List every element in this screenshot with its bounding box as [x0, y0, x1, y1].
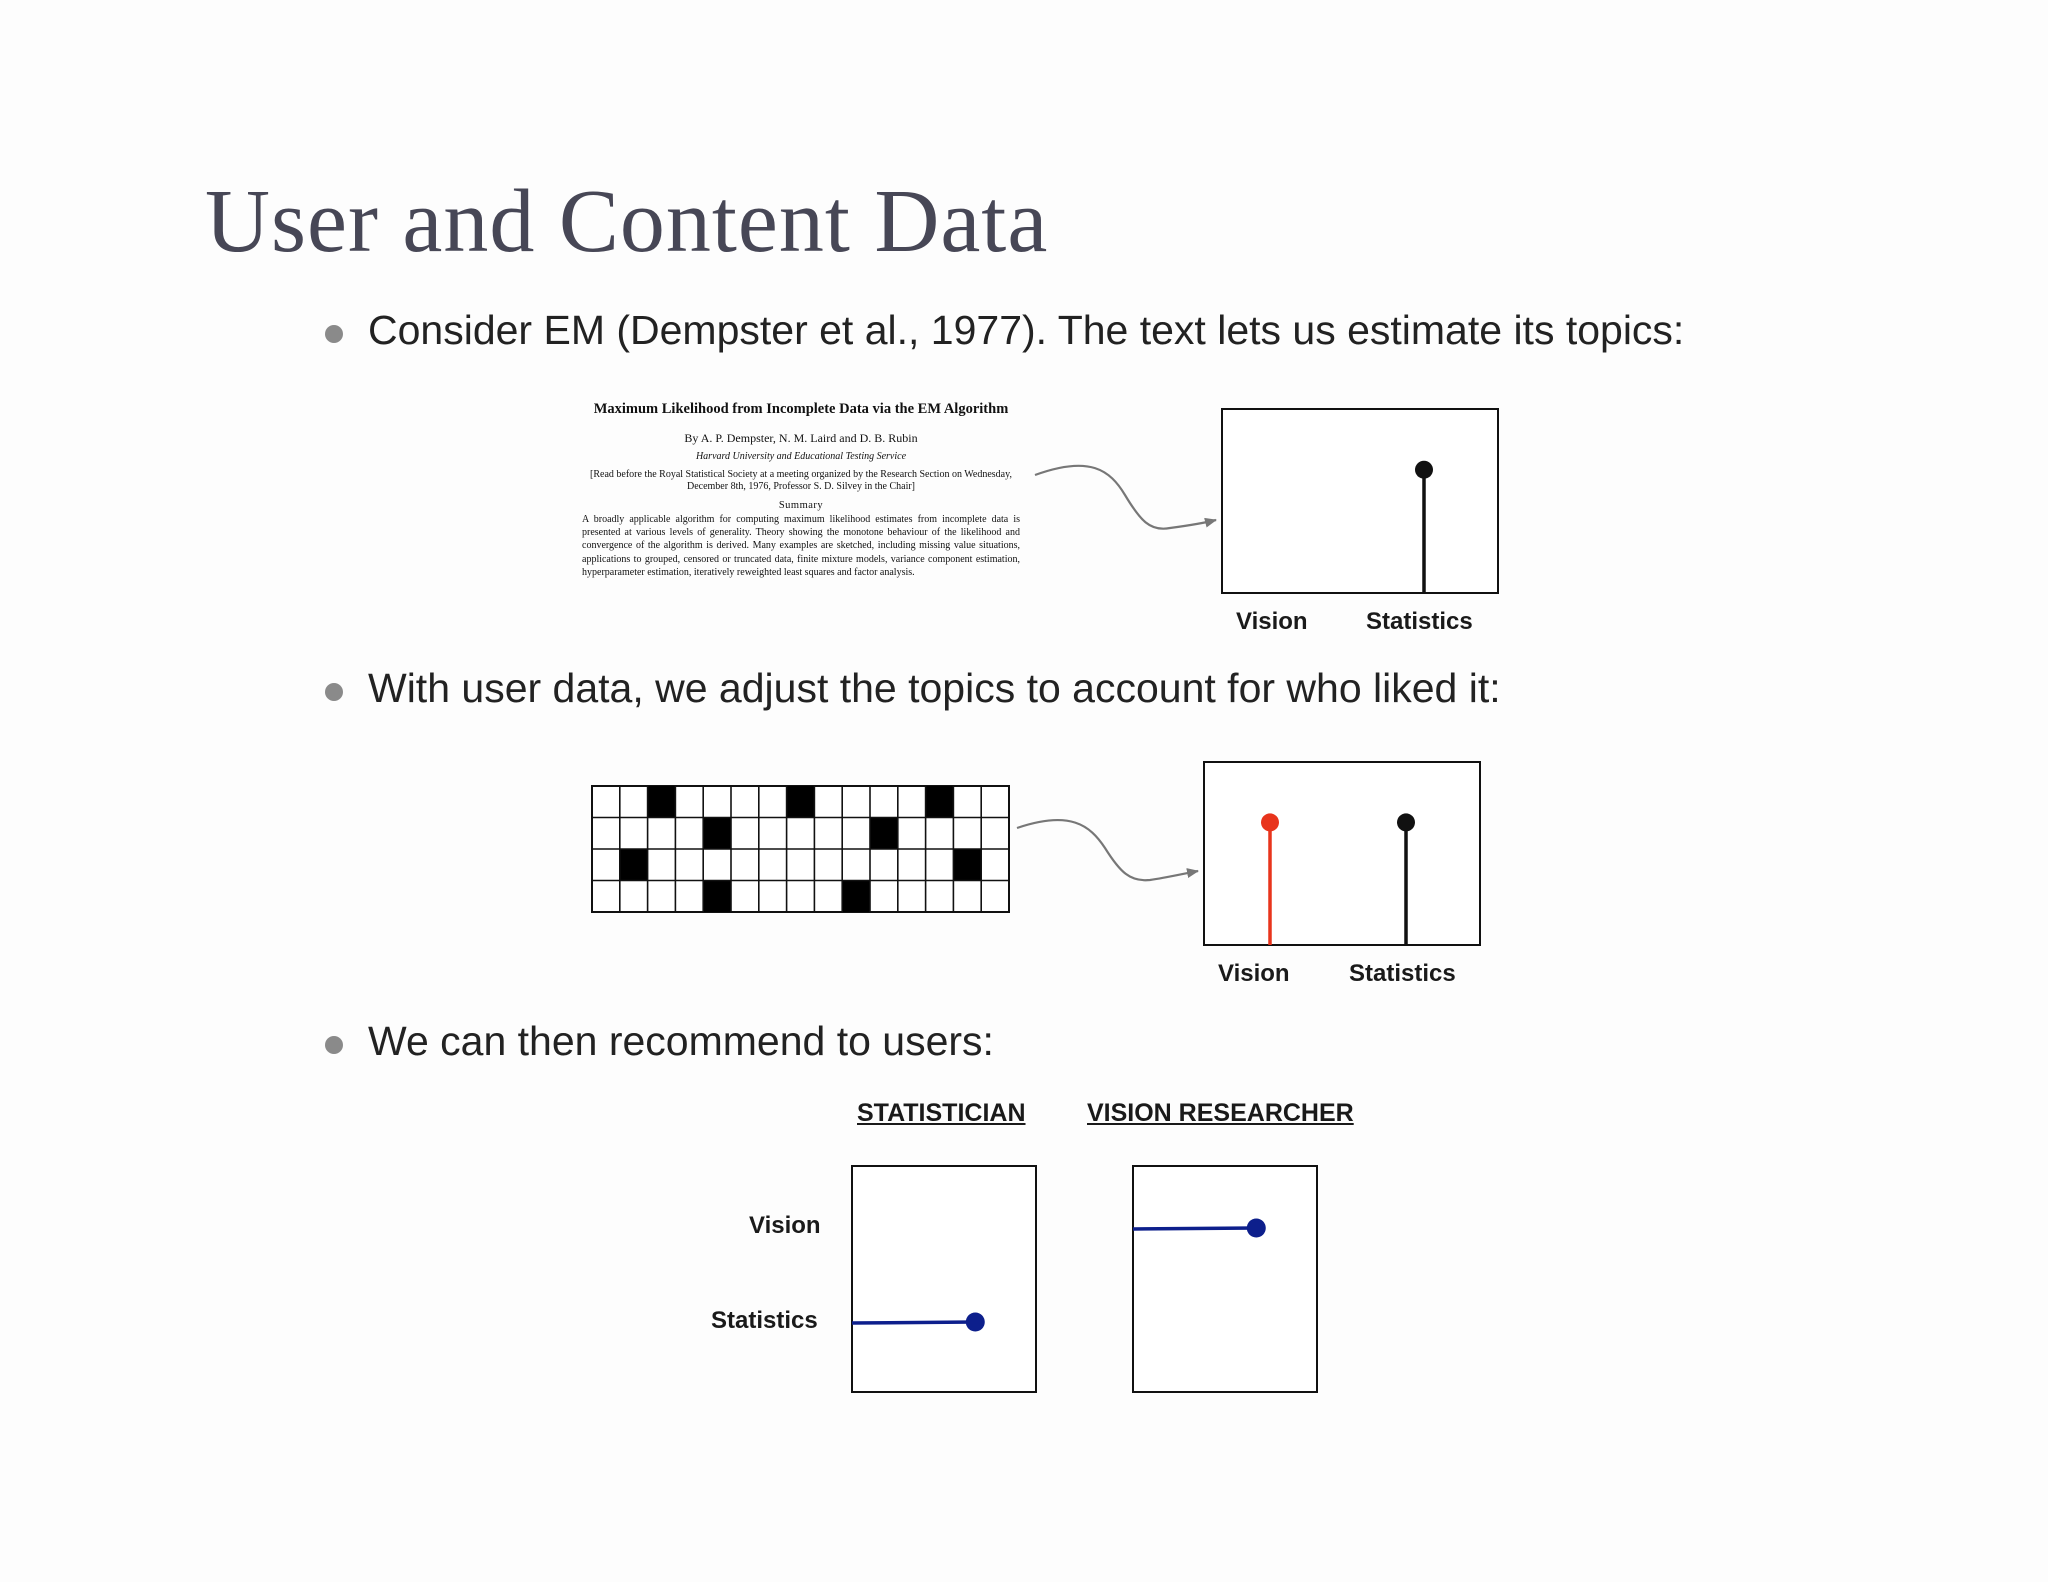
user-chart-frame — [1133, 1166, 1317, 1392]
chart-frame — [1222, 409, 1498, 593]
matrix-cell-filled — [926, 786, 954, 818]
chart-frame — [1204, 762, 1480, 945]
user-item-matrix — [592, 786, 1009, 912]
topic-point — [1261, 813, 1279, 831]
user-chart-frame — [852, 1166, 1036, 1392]
topic-label-vision: Vision — [1218, 960, 1290, 987]
topic-label-vision: Vision — [1236, 608, 1308, 635]
user-row-label-vision: Vision — [749, 1212, 821, 1239]
user-pref-point — [966, 1313, 985, 1332]
matrix-cell-filled — [953, 849, 981, 881]
user-pref-point — [1247, 1219, 1266, 1238]
matrix-cell-filled — [648, 786, 676, 818]
bullet-text-1: Consider EM (Dempster et al., 1977). The text lets us estimate its topics: — [368, 307, 1685, 353]
paper-read-note: [Read before the Royal Statistical Society at a meeting organized by the Research Section on Wednesday, December 8th, 1976, Professor S. D. Silvey in the Chair] — [590, 469, 1012, 492]
matrix-cell-filled — [620, 849, 648, 881]
paper-title: Maximum Likelihood from Incomplete Data via the EM Algorithm — [593, 401, 1009, 417]
user-row-label-statistics: Statistics — [711, 1307, 818, 1334]
arrow-text-to-topics — [1035, 466, 1216, 529]
bullet-text-2: With user data, we adjust the topics to account for who liked it: — [368, 665, 1501, 711]
matrix-cell-filled — [787, 786, 815, 818]
user-heading-statistician: STATISTICIAN — [857, 1099, 1026, 1127]
adjusted-topic-chart — [1204, 762, 1480, 945]
user-pref-stem — [852, 1322, 975, 1323]
content-topic-chart — [1222, 409, 1498, 593]
user-pref-stem — [1133, 1228, 1256, 1229]
paper-authors: By A. P. Dempster, N. M. Laird and D. B. Rubin — [684, 431, 918, 445]
topic-label-statistics: Statistics — [1349, 960, 1456, 987]
topic-point — [1415, 461, 1433, 479]
topic-label-statistics: Statistics — [1366, 608, 1473, 635]
arrow-matrix-to-topics — [1017, 820, 1198, 880]
topic-point — [1397, 813, 1415, 831]
matrix-cell-filled — [703, 818, 731, 850]
user-heading-vision-researcher: VISION RESEARCHER — [1087, 1099, 1354, 1127]
paper-summary: A broadly applicable algorithm for computing maximum likelihood estimates from incomplete data is presented at various levels of generality. Theory showing the monotone behaviour of the likelihood and convergence of the algorithm is derived. Many examples are sketched, including missing value situations, applications to grouped, censored or truncated data, finite mixture models, variance component estimation, hyperparameter estimation, iteratively reweighted least squares and factor analysis. — [582, 514, 1020, 578]
paper-institution: Harvard University and Educational Testing Service — [695, 451, 907, 462]
user-preference-charts — [852, 1166, 1317, 1392]
matrix-cell-filled — [870, 818, 898, 850]
paper-summary-heading: Summary — [778, 500, 824, 511]
bullet-text-3: We can then recommend to users: — [368, 1018, 994, 1064]
matrix-cell-filled — [842, 881, 870, 913]
matrix-cell-filled — [703, 881, 731, 913]
slide-title: User and Content Data — [205, 172, 1049, 271]
